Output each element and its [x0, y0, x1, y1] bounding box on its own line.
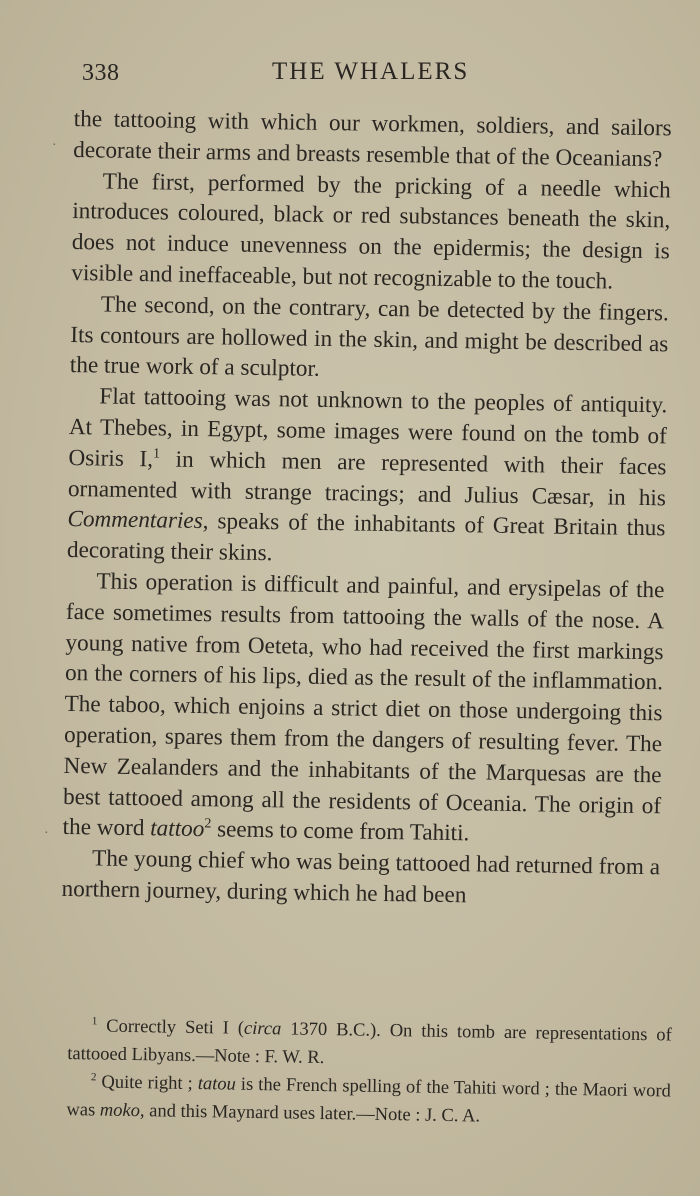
footnote	[67, 1012, 672, 1077]
italic-text: Commentaries	[67, 506, 203, 535]
footnote-marker: 1	[91, 1015, 98, 1028]
italic-text: tatou	[197, 1074, 236, 1095]
page-header	[82, 56, 672, 92]
footnotes	[66, 1012, 672, 1133]
text-run: , and this Maynard uses later.—Note : J. C. A.	[139, 1101, 481, 1127]
margin-speck: ·	[52, 138, 57, 153]
text-run: Correctly Seti I (	[97, 1016, 245, 1039]
text-run: This operation is difficult and painful, and erysipelas of the face sometimes results from tattooing the walls of the nose. A young native from Oeteta, who had received the first markings on the corners of his lips, died as the result of the inflammation. The taboo, which enjoins a strict diet on those undergoing this operation, spares them from the dangers of resulting fever. The New Zealanders and the inhabitants of the Marquesas are the best tattooed among all the residents of Oceania. The origin of the word	[62, 568, 665, 842]
text-run: The first, performed by the pricking of a needle which introduces coloured, black or red substances beneath the skin, does not induce unevenness on the epidermis; the design is visible and ineffaceable, but not recognizable to the touch.	[71, 168, 671, 295]
margin-speck: ·	[44, 826, 49, 841]
text-run: in which men are represented with their faces ornamented with strange tracings; and Julius Cæsar, in his	[67, 446, 667, 511]
page-number: 338	[82, 60, 120, 86]
text-run: The young chief who was being tattooed had returned from a northern journey, during which he had been	[61, 845, 661, 909]
text-run: 1370 B.C.). On this tomb are representations of tattooed Libyans.—Note : F. W. R.	[67, 1019, 672, 1069]
footnote-marker: 2	[90, 1071, 97, 1084]
text-run: , speaks of the inhabitants of Great Britain thus decorating their skins.	[66, 508, 666, 567]
text-run: seems to come from Tahiti.	[211, 816, 470, 847]
text-run: the tattooing with which our workmen, soldiers, and sailors decorate their arms and breasts resemble that of the Oceanians?	[73, 105, 672, 173]
paragraph	[62, 566, 664, 853]
text-run: Quite right ;	[96, 1072, 198, 1095]
italic-text: circa	[243, 1018, 282, 1040]
text-run: Flat tattooing was not unknown to the peoples of antiquity. At Thebes, in Egypt, some images were found on the tomb of Osiris I,	[68, 383, 668, 473]
italic-text: moko	[99, 1100, 141, 1122]
paragraph	[71, 166, 671, 299]
running-head: THE WHALERS	[272, 58, 470, 85]
footnote	[66, 1068, 671, 1133]
paragraph	[73, 104, 672, 175]
footnote-marker: 2	[204, 816, 212, 832]
text-run: The second, on the contrary, can be detected by the fingers. Its contours are hollowed in the skin, and might be described as the true work of a sculptor.	[69, 291, 669, 383]
text-run: is the French spelling of the Tahiti word ; the Maori word was	[66, 1074, 671, 1121]
paragraph	[67, 381, 668, 575]
footnote-marker: 1	[152, 446, 161, 462]
body-text	[61, 104, 672, 914]
paragraph	[61, 843, 660, 914]
italic-text: tattoo	[150, 815, 205, 843]
paragraph	[70, 289, 669, 391]
